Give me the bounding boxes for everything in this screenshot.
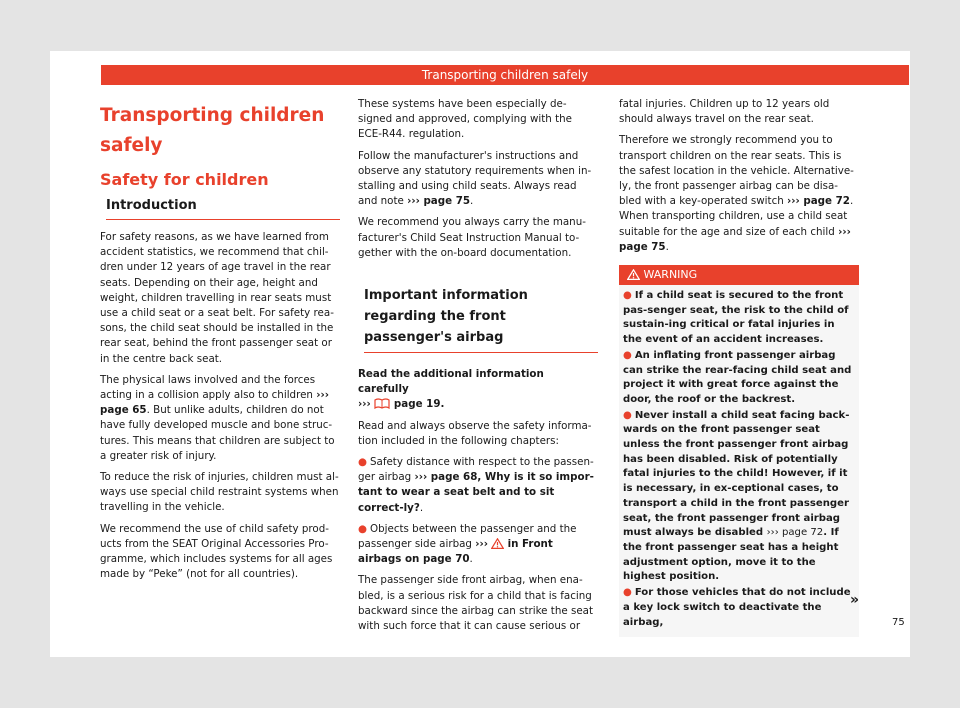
paragraph: We recommend you always carry the manu-facturer's Child Seat Instruction Manual to-gether with the on-board documentation.	[358, 216, 586, 259]
subsection-title: Introduction	[106, 197, 340, 220]
bullet-icon: ●	[623, 349, 632, 361]
paragraph: fatal injuries. Children up to 12 years old should always travel on the rear seat.	[619, 98, 830, 126]
warning-item: ● Never install a child seat facing back-wards on the front passenger seat unless the front passenger front airbag has been disabled. Risk of potentially fatal injuries to the child! However, if it is necessary, in ex-ceptional cases, to transport a child in the front passenger seat, the front passenger front airbag must always be disabled ››› page 72. If the front passenger seat has a height adjustment option, move it to the highest position.	[623, 409, 850, 583]
column-3	[619, 97, 859, 637]
bullet-icon: ●	[623, 290, 632, 302]
paragraph: Read and always observe the safety informa-tion included in the following chapters:	[358, 419, 592, 447]
continued-mark: »	[850, 592, 860, 608]
column-1	[100, 101, 340, 588]
bullet-icon: ●	[358, 522, 367, 535]
paragraph: These systems have been especially de-signed and approved, complying with the ECE-R44. regulation.	[358, 98, 572, 141]
paragraph: The physical laws involved and the forces acting in a collision apply also to children ››› page 65. But unlike adults, children do not have fully developed muscle and bone struc-tures. This means that children are subject to a greater risk of injury.	[100, 373, 335, 462]
book-icon	[374, 398, 390, 409]
section-title: Safety for children	[100, 170, 269, 189]
page-reference-link[interactable]: ››› page 65	[100, 389, 329, 417]
page-reference-link[interactable]: ››› page 72	[766, 527, 824, 539]
warning-header	[619, 265, 859, 285]
page-reference-link[interactable]: page 19	[393, 398, 441, 411]
bullet-icon: ●	[358, 456, 367, 469]
chapter-title	[100, 101, 340, 161]
page-reference-link[interactable]: ››› page 75	[619, 225, 851, 253]
subsection-title: Important information regarding the front passenger's airbag	[364, 285, 598, 353]
page-reference-link[interactable]: ››› page 75	[407, 195, 471, 208]
list-item: ● Safety distance with respect to the passen-ger airbag ››› page 68, Why is it so impor-tant to wear a seat belt and to sit correct-ly?.	[358, 456, 594, 514]
paragraph: Follow the manufacturer's instructions and observe any statutory requirements when in-stalling and using child seats. Always read and note ››› page 75.	[358, 149, 592, 208]
paragraph: The passenger side front airbag, when ena-bled, is a serious risk for a child that is facing backward since the airbag can strike the seat with such force that it can cause serious or	[358, 574, 594, 633]
column-2	[358, 97, 598, 640]
list-item: ● Objects between the passenger and the passenger side airbag ››› in Front airbags on page 70.	[358, 522, 577, 566]
warning-item: ● An inflating front passenger airbag can strike the rear-facing child seat and project it with great force against the door, the roof or the backrest.	[623, 349, 852, 405]
read-note: Read the additional information carefully ››› page 19.	[358, 368, 544, 411]
warning-label: WARNING	[643, 268, 698, 282]
page-number: 75	[892, 617, 905, 628]
page-reference-link[interactable]: ››› page 72	[787, 195, 850, 208]
warning-item: ● If a child seat is secured to the front pas-senger seat, the risk to the child of sustain-ing critical or fatal injuries in the event of an accident increases.	[623, 290, 849, 346]
paragraph: For safety reasons, as we have learned from accident statistics, we recommend that chil-dren under 12 years of age travel in the rear seats. Depending on their age, height and weight, children travelling in rear seats must use a child seat or a seat belt. For safety rea-sons, the child seat should be installed in the rear seat, behind the front passenger seat or in the centre back seat.	[100, 231, 334, 365]
warning-item: ● For those vehicles that do not include a key lock switch to deactivate the airbag,	[623, 587, 851, 628]
warning-triangle-icon	[627, 269, 640, 280]
manual-page	[50, 51, 910, 657]
chapter-title-line2: safely	[100, 135, 163, 156]
warning-box	[619, 265, 859, 637]
paragraph: Therefore we strongly recommend you to transport children on the rear seats. This is the safest location in the vehicle. Alternative-ly, the front passenger airbag can be disa-bled with a key-operated switch ››› page 72. When transporting children, use a child seat suitable for the age and size of each child ››› page 75.	[619, 134, 854, 253]
bullet-icon: ●	[623, 409, 632, 421]
page-reference-link[interactable]: ››› page 68, Why is it so impor-tant to wear a seat belt and to sit correct-ly?	[358, 471, 594, 514]
page-reference-link[interactable]: in Front airbags on page 70	[358, 538, 553, 566]
chapter-title-line1: Transporting children	[100, 105, 325, 126]
bullet-icon: ●	[623, 587, 632, 599]
paragraph: To reduce the risk of injuries, children must al-ways use special child restraint systems when travelling in the vehicle.	[100, 471, 339, 514]
warning-body	[619, 285, 859, 637]
paragraph: We recommend the use of child safety prod-ucts from the SEAT Original Accessories Pro-gramme, which includes systems for all ages made by “Peke” (not for all countries).	[100, 522, 333, 581]
running-header: Transporting children safely	[101, 65, 909, 85]
warning-triangle-icon	[491, 538, 504, 549]
